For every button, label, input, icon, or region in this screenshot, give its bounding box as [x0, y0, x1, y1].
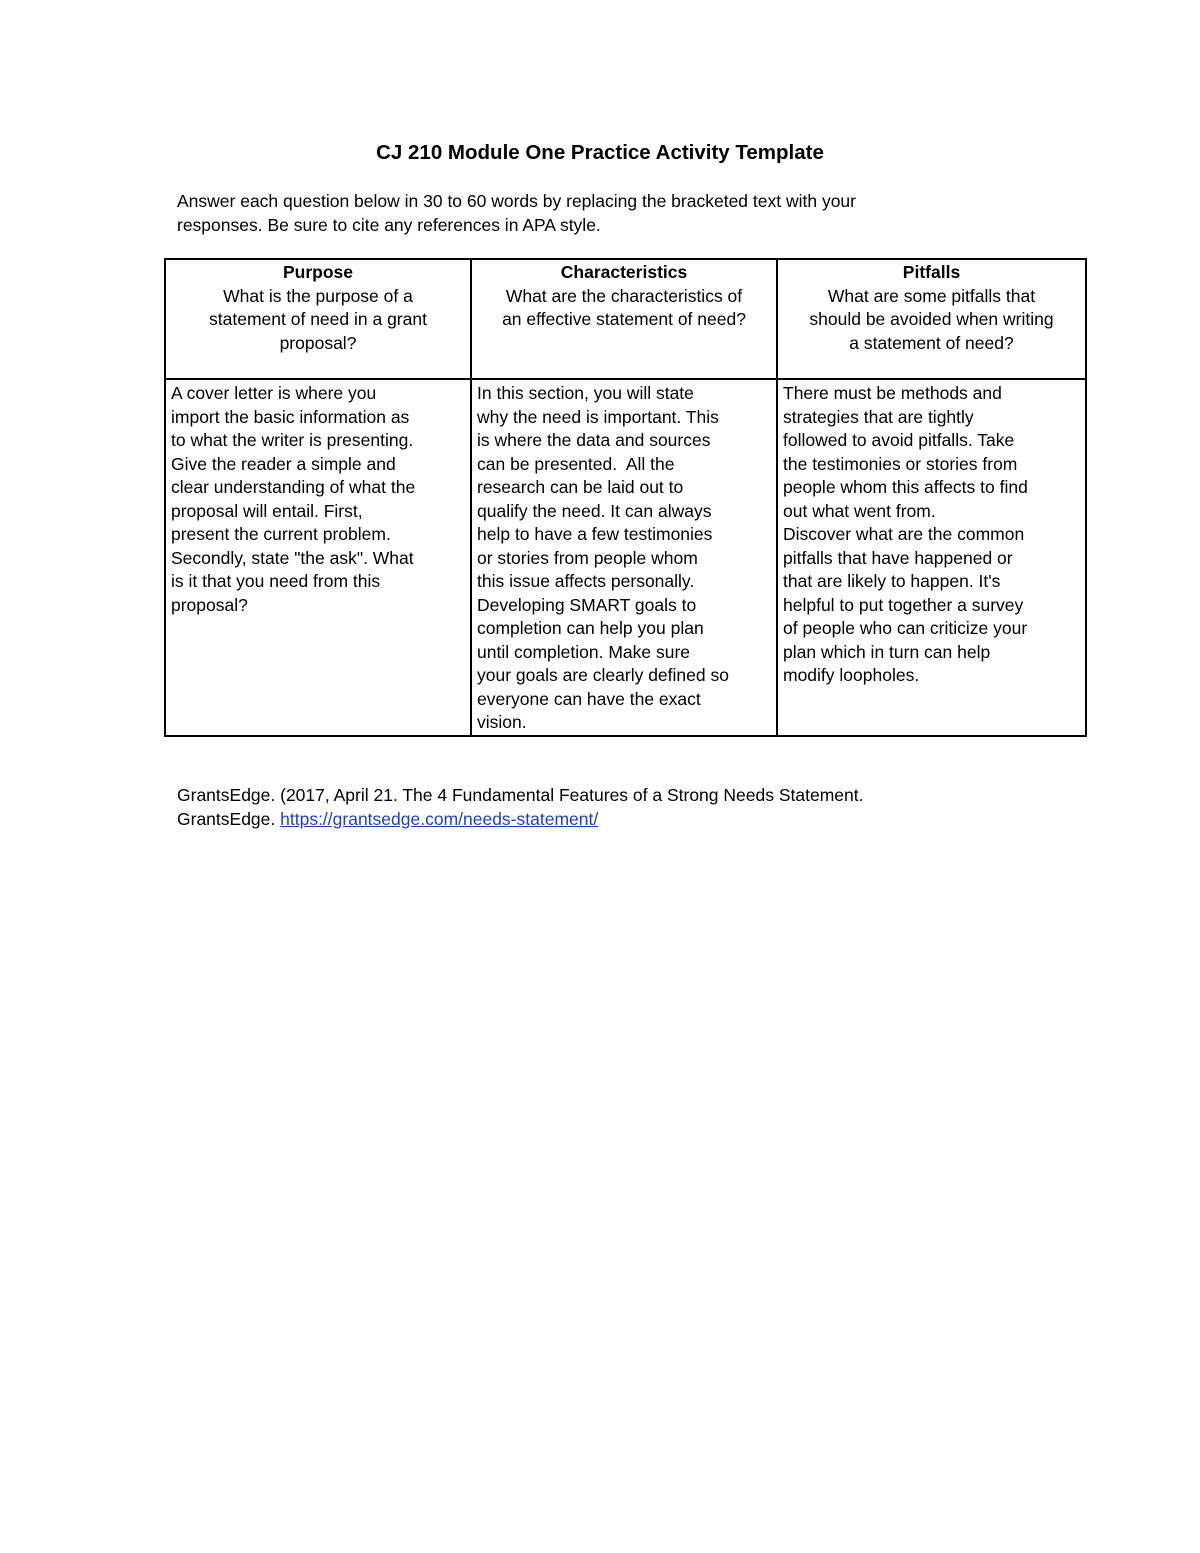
reference-link[interactable]: https://grantsedge.com/needs-statement/ [280, 808, 599, 829]
answer-line: that are likely to happen. It's [783, 571, 1001, 591]
table-answer-row [165, 379, 1086, 736]
answer-cell-pitfalls[interactable] [777, 379, 1086, 736]
answer-line: plan which in turn can help [783, 641, 991, 662]
column-heading-purpose: Purpose [282, 262, 354, 282]
answer-line: vision. [477, 712, 527, 732]
answer-line: proposal will entail. First, [171, 500, 363, 521]
question-line: What is the purpose of a [223, 285, 413, 306]
answer-line: qualify the need. It can always [477, 500, 712, 521]
answer-line: completion can help you plan [477, 618, 704, 638]
table-header-row [165, 259, 1086, 379]
answer-line: Developing SMART goals to [477, 594, 697, 615]
answer-line: people whom this affects to find [783, 477, 1028, 497]
reference-prefix: GrantsEdge. [177, 808, 281, 829]
answer-line: why the need is important. This [477, 406, 719, 427]
answer-line: of people who can criticize your [783, 618, 1028, 638]
header-cell-purpose [165, 259, 471, 379]
answer-line: proposal? [171, 594, 248, 615]
header-cell-characteristics [471, 259, 777, 379]
question-line: What are the characteristics of [505, 285, 743, 306]
header-cell-pitfalls [777, 259, 1086, 379]
question-line: What are some pitfalls that [827, 285, 1036, 306]
answer-line: There must be methods and [783, 383, 1002, 403]
activity-table [164, 258, 1087, 737]
answer-line: followed to avoid pitfalls. Take [783, 430, 1015, 450]
answer-line: everyone can have the exact [477, 688, 701, 709]
answer-line: your goals are clearly defined so [477, 665, 729, 685]
answer-line: to what the writer is presenting. [171, 430, 414, 450]
question-line: an effective statement of need? [502, 309, 746, 329]
question-line: a statement of need? [849, 332, 1014, 353]
answer-line: import the basic information as [171, 406, 410, 427]
answer-line: pitfalls that have happened or [783, 547, 1013, 568]
answer-line: present the current problem. [171, 524, 391, 544]
answer-line: is where the data and sources [477, 430, 711, 450]
column-heading-pitfalls: Pitfalls [902, 262, 961, 282]
reference-entry [177, 784, 1077, 831]
answer-line: strategies that are tightly [783, 406, 974, 427]
instructions-line: responses. Be sure to cite any references in APA style. [177, 214, 601, 235]
answer-line: help to have a few testimonies [477, 524, 713, 544]
answer-cell-purpose[interactable] [165, 379, 471, 736]
answer-line: In this section, you will state [477, 383, 694, 403]
answer-line: Discover what are the common [783, 524, 1025, 544]
answer-cell-characteristics[interactable] [471, 379, 777, 736]
question-pitfalls [783, 285, 1080, 356]
answer-line: Secondly, state "the ask". What [171, 547, 414, 568]
answer-line: out what went from. [783, 500, 936, 521]
answer-line: until completion. Make sure [477, 641, 691, 662]
question-line: proposal? [279, 332, 357, 353]
instructions-paragraph [177, 190, 1027, 237]
question-line: statement of need in a grant [209, 309, 427, 329]
answer-line: helpful to put together a survey [783, 594, 1024, 615]
answer-line: can be presented. All the [477, 453, 675, 474]
instructions-line: Answer each question below in 30 to 60 words by replacing the bracketed text with your [177, 191, 856, 211]
answer-line: this issue affects personally. [477, 571, 695, 591]
answer-line: is it that you need from this [171, 571, 381, 591]
question-line: should be avoided when writing [809, 309, 1054, 329]
reference-line-1: GrantsEdge. (2017, April 21. The 4 Fundamental Features of a Strong Needs Statement. [177, 785, 864, 805]
column-heading-characteristics: Characteristics [560, 262, 688, 282]
reference-line-2 [177, 808, 1077, 832]
answer-line: modify loopholes. [783, 665, 920, 685]
answer-line: Give the reader a simple and [171, 453, 396, 474]
answer-line: A cover letter is where you [171, 383, 377, 403]
document-title: CJ 210 Module One Practice Activity Template [376, 141, 824, 164]
question-characteristics [477, 285, 771, 332]
answer-line: the testimonies or stories from [783, 453, 1018, 474]
question-purpose [171, 285, 465, 356]
answer-line: or stories from people whom [477, 547, 698, 568]
answer-line: research can be laid out to [477, 477, 684, 497]
answer-line: clear understanding of what the [171, 477, 416, 497]
